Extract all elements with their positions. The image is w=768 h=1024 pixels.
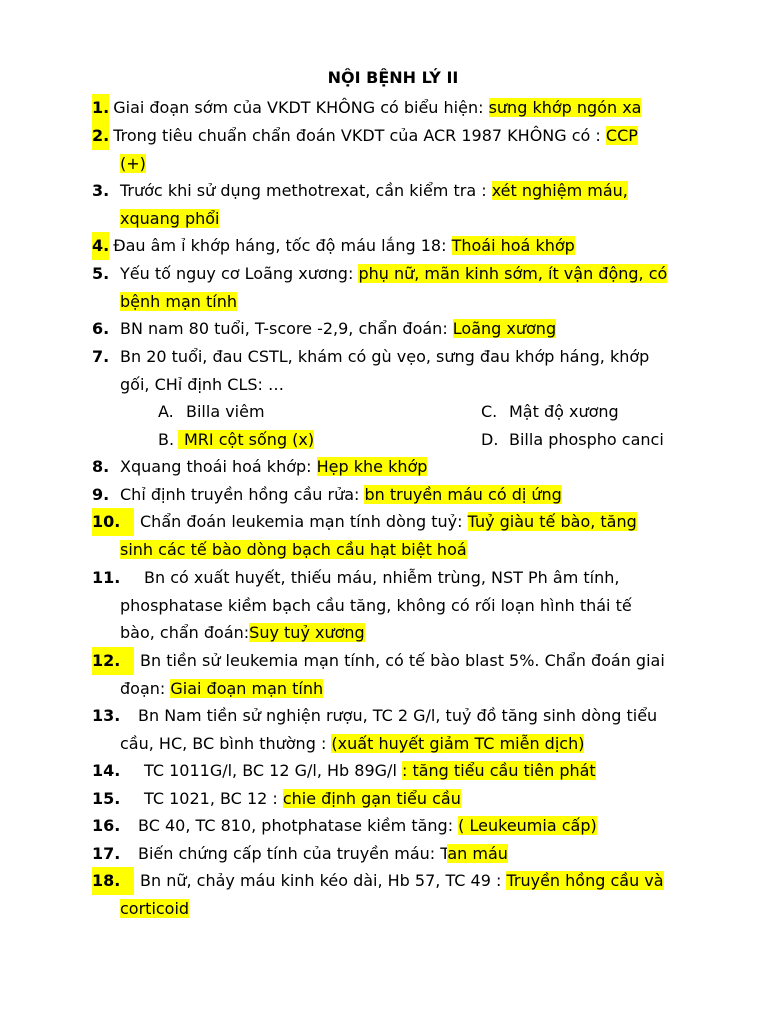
page-title: NỘI BỆNH LÝ II xyxy=(327,68,459,87)
question-text: cầu, HC, BC bình thường : xyxy=(120,733,332,753)
answer-highlight: Thoái hoá khớp xyxy=(451,236,575,255)
question-text: phosphatase kiềm bạch cầu tăng, không có rối loạn hình thái tế xyxy=(120,595,632,615)
answer-highlight: bn truyền máu có dị ứng xyxy=(364,485,562,504)
question-text: Bn tiền sử leukemia mạn tính, có tế bào blast 5%. Chẩn đoán giai xyxy=(140,651,665,670)
question-text: gối, CHỉ định CLS: … xyxy=(120,374,284,394)
answer-highlight: xquang phổi xyxy=(120,208,220,228)
question-number: 1. xyxy=(92,94,109,122)
question-text: Chỉ định truyền hồng cầu rửa: xyxy=(120,485,365,504)
option-label: D. xyxy=(481,430,499,449)
option-label: A. xyxy=(158,402,174,421)
question-number: 2. xyxy=(92,122,109,150)
answer-highlight: corticoid xyxy=(120,898,190,918)
question-number: 5. xyxy=(92,264,110,283)
question-text: Xquang thoái hoá khớp: xyxy=(120,457,317,476)
question-14 xyxy=(92,757,692,785)
answer-highlight: Suy tuỷ xương xyxy=(249,623,365,643)
answer-highlight: Truyền hồng cầu và xyxy=(506,871,664,890)
question-1 xyxy=(92,94,692,122)
answer-highlight: (xuất huyết giảm TC miễn dịch) xyxy=(331,733,585,753)
question-number: 9. xyxy=(92,485,110,504)
option-label: B. xyxy=(158,430,175,449)
answer-highlight: bệnh mạn tính xyxy=(120,291,237,311)
question-text: Bn Nam tiền sử nghiện rượu, TC 2 G/l, tuỷ đồ tăng sinh dòng tiểu xyxy=(138,706,658,725)
option-text: Billa phospho canci xyxy=(509,430,664,449)
question-text: BC 40, TC 810, photphatase kiềm tăng: xyxy=(138,816,459,835)
answer-highlight: Tuỷ giàu tế bào, tăng xyxy=(467,512,637,531)
question-text: Biến chứng cấp tính của truyền máu: T xyxy=(138,844,448,863)
question-12 xyxy=(92,647,712,702)
question-number: 6. xyxy=(92,319,110,338)
option-a xyxy=(158,398,265,426)
answer-highlight: CCP xyxy=(605,126,638,145)
question-number: 12. xyxy=(92,647,134,675)
question-15 xyxy=(92,785,692,813)
answer-highlight: Giai đoạn mạn tính xyxy=(170,678,324,698)
option-text: Mật độ xương xyxy=(509,402,619,421)
question-number: 8. xyxy=(92,457,110,476)
answer-highlight: : tăng tiểu cầu tiên phát xyxy=(401,761,596,780)
question-8 xyxy=(92,453,692,481)
option-label: C. xyxy=(481,402,498,421)
question-text: Trong tiêu chuẩn chẩn đoán VKDT của ACR 1987 KHÔNG có : xyxy=(113,126,606,145)
question-10 xyxy=(92,508,712,563)
question-text: bào, chẩn đoán: xyxy=(120,623,250,643)
question-5 xyxy=(92,260,712,315)
question-text: đoạn: xyxy=(120,678,171,698)
question-text: Đau âm ỉ khớp háng, tốc độ máu lắng 18: xyxy=(113,236,452,255)
question-text: Yếu tố nguy cơ Loãng xương: xyxy=(120,264,359,283)
question-number: 4. xyxy=(92,232,109,260)
option-c xyxy=(481,398,619,426)
answer-highlight: chie định gạn tiểu cầu xyxy=(282,789,461,808)
question-18 xyxy=(92,867,712,922)
question-3 xyxy=(92,177,692,232)
option-d xyxy=(481,426,664,454)
option-text-highlight: MRI cột sống (x) xyxy=(178,430,314,449)
answer-highlight: ( Leukeumia cấp) xyxy=(458,816,597,835)
question-11 xyxy=(92,564,712,647)
answer-highlight: Hẹp khe khớp xyxy=(316,457,428,476)
question-text: Bn có xuất huyết, thiếu máu, nhiễm trùng, NST Ph âm tính, xyxy=(144,568,620,587)
question-6 xyxy=(92,315,692,343)
question-9 xyxy=(92,481,692,509)
question-number: 18. xyxy=(92,867,134,895)
question-number: 3. xyxy=(92,181,110,200)
question-number: 17. xyxy=(92,844,121,863)
question-number: 15. xyxy=(92,789,121,808)
question-text: Bn 20 tuổi, đau CSTL, khám có gù vẹo, sưng đau khớp háng, khớp xyxy=(120,347,650,366)
question-text: Trước khi sử dụng methotrexat, cần kiểm tra : xyxy=(120,181,492,200)
question-text: TC 1011G/l, BC 12 G/l, Hb 89G/l xyxy=(144,761,402,780)
answer-highlight: phụ nữ, mãn kinh sớm, ít vận động, có xyxy=(358,264,668,283)
answer-highlight: (+) xyxy=(120,153,146,173)
question-number: 10. xyxy=(92,508,134,536)
question-number: 11. xyxy=(92,568,121,587)
question-4 xyxy=(92,232,692,260)
question-number: 14. xyxy=(92,761,121,780)
question-text: BN nam 80 tuổi, T-score -2,9, chẩn đoán: xyxy=(120,319,453,338)
question-number: 13. xyxy=(92,706,121,725)
option-b xyxy=(158,426,314,454)
question-16 xyxy=(92,812,692,840)
question-text: Bn nữ, chảy máu kinh kéo dài, Hb 57, TC 49 : xyxy=(140,871,507,890)
answer-highlight: Loãng xương xyxy=(452,319,557,338)
question-7 xyxy=(92,343,712,398)
question-number: 16. xyxy=(92,816,121,835)
option-text: Billa viêm xyxy=(186,402,265,421)
answer-highlight: xét nghiệm máu, xyxy=(491,181,628,200)
question-text: TC 1021, BC 12 : xyxy=(144,789,283,808)
question-17 xyxy=(92,840,692,868)
answer-highlight: sưng khớp ngón xa xyxy=(488,98,642,117)
question-number: 7. xyxy=(92,347,110,366)
question-text: Giai đoạn sớm của VKDT KHÔNG có biểu hiện: xyxy=(113,98,489,117)
answer-highlight: an máu xyxy=(447,844,508,863)
question-text: Chẩn đoán leukemia mạn tính dòng tuỷ: xyxy=(140,512,468,531)
answer-highlight: sinh các tế bào dòng bạch cầu hạt biệt hoá xyxy=(120,539,467,559)
question-13 xyxy=(92,702,712,757)
question-2 xyxy=(92,122,692,177)
